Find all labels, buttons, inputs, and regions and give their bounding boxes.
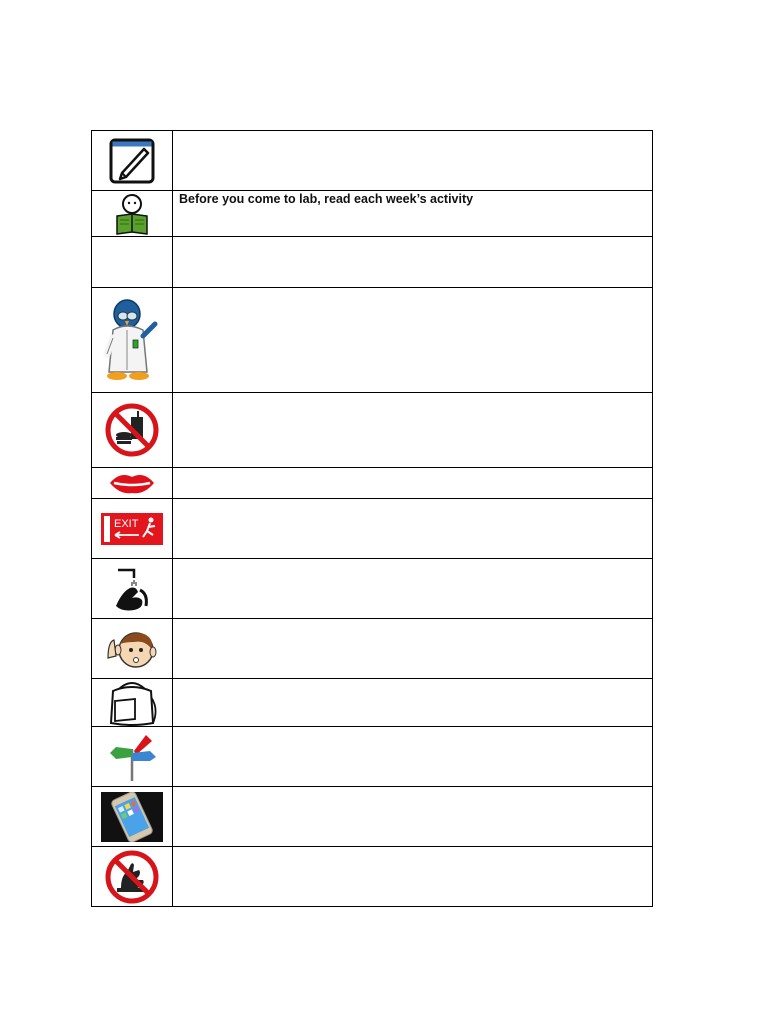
table-row [92,237,653,288]
icon-cell [92,288,173,393]
icon-cell [92,559,173,619]
icon-cell [92,131,173,191]
icon-cell [92,191,173,237]
person-reading-icon [113,192,151,236]
rule-text [173,288,652,289]
table-row [92,847,653,907]
rule-text [173,559,652,560]
hand-washing-icon [112,566,152,612]
rule-text [173,619,652,620]
rule-text [173,237,652,238]
backpack-icon [105,679,159,727]
rule-text [173,847,652,848]
listening-person-icon [106,628,158,670]
text-cell [173,787,653,847]
text-cell [173,393,653,468]
icon-cell [92,619,173,679]
icon-cell [92,847,173,907]
text-cell [173,468,653,499]
smartphone-icon [101,792,163,842]
rule-text [173,727,652,728]
lab-coat-penguin-icon [103,296,161,384]
table-row [92,468,653,499]
svg-text:EXIT: EXIT [114,517,139,530]
lips-icon [108,471,156,495]
table-row [92,393,653,468]
text-cell [173,559,653,619]
no-food-or-drink-icon [105,403,159,457]
text-cell [173,191,653,237]
table-row [92,191,653,237]
table-row [92,619,653,679]
icon-cell [92,237,173,288]
icon-cell [92,679,173,727]
table-row [92,679,653,727]
rule-text [173,131,652,132]
table-row [92,499,653,559]
text-cell [173,847,653,907]
text-cell [173,131,653,191]
table-row [92,727,653,787]
icon-cell [92,727,173,787]
text-cell [173,237,653,288]
text-cell [173,499,653,559]
icon-cell [92,393,173,468]
table-row [92,559,653,619]
table-row [92,787,653,847]
table-row [92,131,653,191]
icon-cell [92,468,173,499]
rule-text [173,499,652,500]
table-row [92,288,653,393]
text-cell [173,679,653,727]
rule-text: Before you come to lab, read each week’s activity [179,192,474,206]
text-cell [173,619,653,679]
direction-signpost-icon [106,731,158,783]
icon-cell [92,499,173,559]
lab-rules-table [91,130,653,907]
text-cell [173,288,653,393]
rule-text [173,393,652,394]
text-cell [173,727,653,787]
rule-text [173,468,652,469]
icon-cell [92,787,173,847]
exit-sign-icon [101,513,163,545]
notebook-pencil-icon [108,137,156,185]
rule-text [173,787,652,788]
no-touching-icon [105,850,159,904]
rule-text [173,679,652,680]
